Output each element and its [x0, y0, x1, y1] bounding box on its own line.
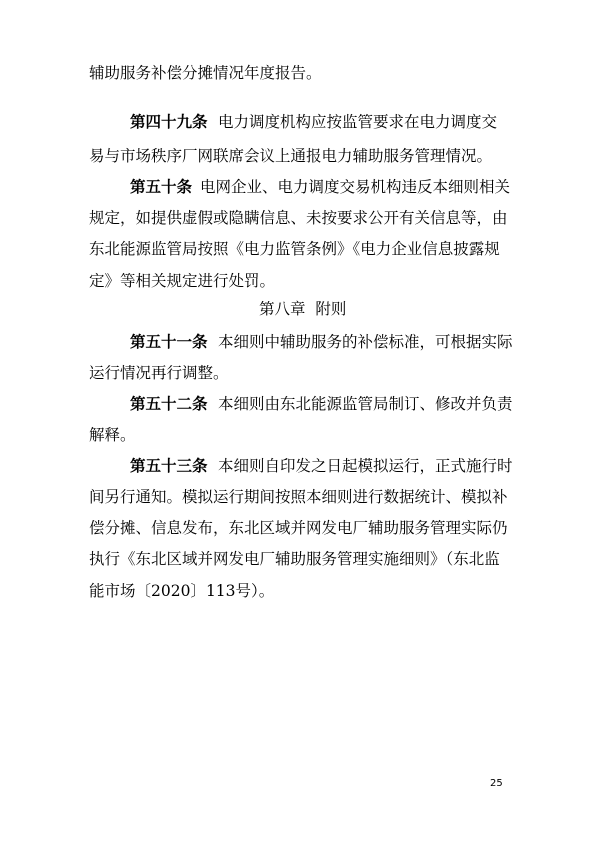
paragraph-line: [0, 58, 600, 88]
article-label: 第五十二条: [130, 395, 208, 413]
body-text: 定》等相关规定进行处罚。: [89, 272, 276, 290]
article-label: 第五十条: [130, 178, 193, 196]
body-text: 执行《东北区域并网发电厂辅助服务管理实施细则》（东北监: [89, 550, 500, 568]
article-53-line-1: [0, 451, 600, 481]
article-50-line-4: [0, 266, 600, 296]
body-text: 电力调度机构应按监管要求在电力调度交: [218, 113, 498, 131]
body-text: 易与市场秩序厂网联席会议上通报电力辅助服务管理情况。: [89, 147, 493, 165]
article-50-line-3: [0, 234, 600, 264]
article-53-line-3: [0, 513, 600, 543]
body-text: 电网企业、电力调度交易机构违反本细则相关: [200, 178, 511, 196]
body-text: 东北能源监管局按照《电力监管条例》《电力企业信息披露规: [89, 240, 500, 258]
article-53-line-5: [0, 576, 600, 606]
body-text: 本细则自印发之日起模拟运行，正式施行时: [218, 457, 513, 475]
article-49-line-2: [0, 141, 600, 171]
article-50-line-1: [0, 172, 600, 202]
article-53-line-2: [0, 482, 600, 512]
article-52-line-1: [0, 389, 600, 419]
body-text: 运行情况再行调整。: [89, 364, 229, 382]
article-52-line-2: [0, 420, 600, 450]
chapter-heading-line: [0, 294, 600, 324]
article-53-line-4: [0, 544, 600, 574]
chapter-title: 第八章 附则: [259, 300, 347, 318]
body-text: 本细则由东北能源监管局制订、修改并负责: [218, 395, 513, 413]
body-text: 辅助服务补偿分摊情况年度报告。: [89, 64, 322, 82]
article-50-line-2: [0, 203, 600, 233]
article-51-line-2: [0, 358, 600, 388]
article-label: 第五十一条: [130, 333, 208, 351]
article-49-line-1: [0, 107, 600, 137]
body-text: 间另行通知。模拟运行期间按照本细则进行数据统计、模拟补: [89, 488, 508, 506]
body-text: 本细则中辅助服务的补偿标准，可根据实际: [218, 333, 513, 351]
article-51-line-1: [0, 327, 600, 357]
body-text: 偿分摊、信息发布，东北区域并网发电厂辅助服务管理实际仍: [89, 519, 508, 537]
body-text: 能市场〔2020〕113号）。: [89, 582, 275, 600]
article-label: 第五十三条: [130, 457, 208, 475]
body-text: 规定，如提供虚假或隐瞒信息、未按要求公开有关信息等，由: [89, 209, 508, 227]
body-text: 解释。: [89, 426, 136, 444]
page-number: 25: [490, 778, 503, 789]
article-label: 第四十九条: [130, 113, 208, 131]
